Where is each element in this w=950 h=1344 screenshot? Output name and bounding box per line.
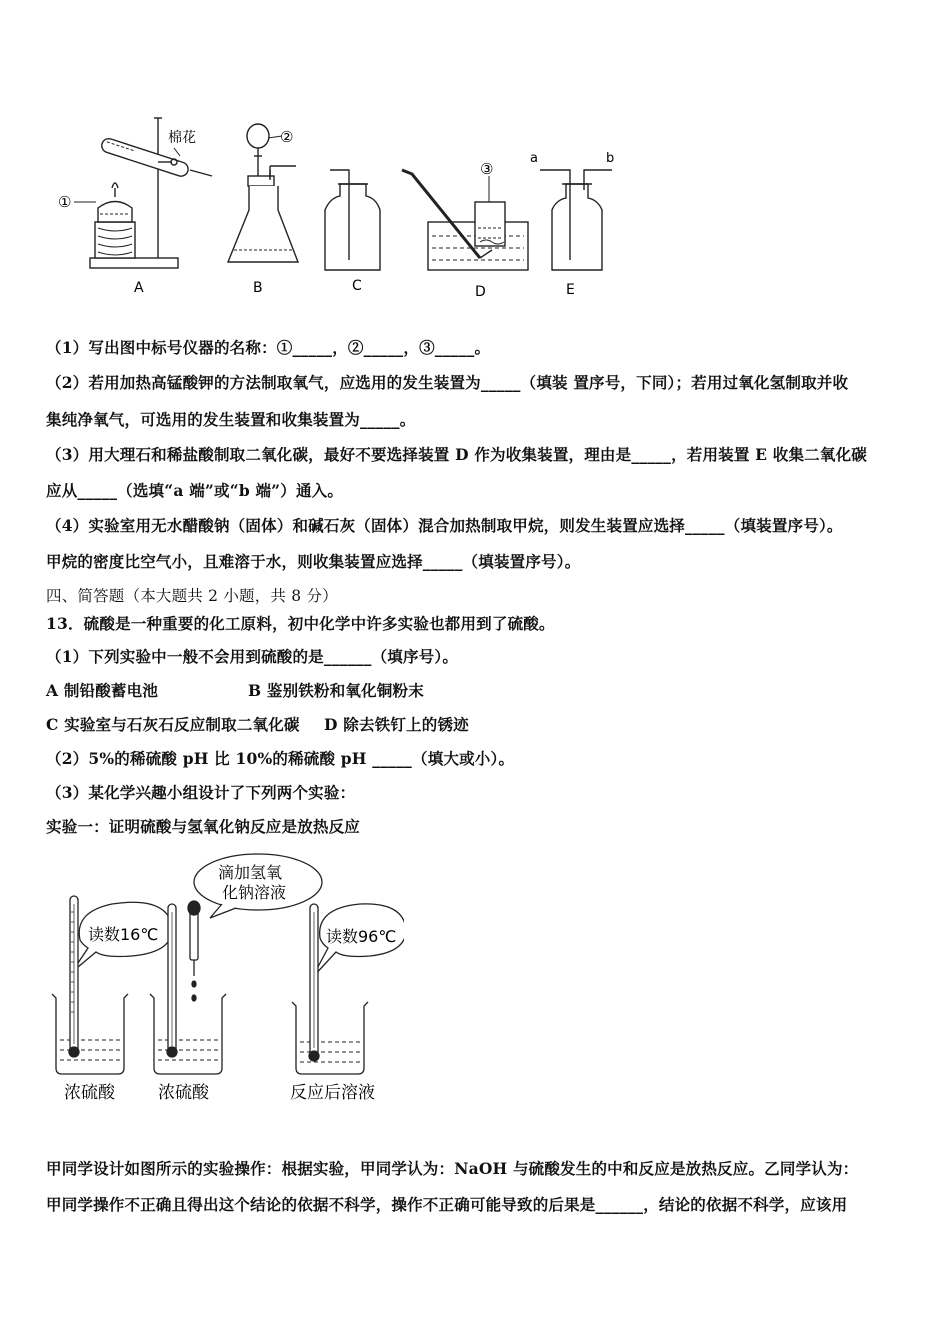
q12-part3-line2: 应从_____（选填“a 端”或“b 端”）通入。 — [46, 481, 344, 500]
q13-body-line2: 甲同学操作不正确且得出这个结论的依据不科学，操作不正确可能导致的后果是______，结论的依据不科学，应该用 — [46, 1195, 848, 1214]
label-cotton: 棉花 — [168, 130, 196, 146]
q13-part2: （2）5%的稀硫酸 pH 比 10%的稀硫酸 pH _____（填大或小）。 — [46, 749, 515, 768]
apparatus-figure — [40, 110, 640, 305]
q13-part3: （3）某化学兴趣小组设计了下列两个实验： — [46, 783, 356, 802]
label-D: D — [475, 284, 486, 300]
q13-experiment1: 实验一：证明硫酸与氢氧化钠反应是放热反应 — [46, 817, 361, 836]
q13-option-b: B 鉴别铁粉和氧化铜粉末 — [248, 681, 424, 700]
q13-option-c: C 实验室与石灰石反应制取二氧化碳 — [46, 715, 300, 734]
q12-part4-line2: 甲烷的密度比空气小，且难溶于水，则收集装置应选择_____（填装置序号）。 — [46, 552, 581, 571]
beaker-figure — [44, 852, 404, 1112]
label-b: b — [606, 151, 615, 166]
section-heading: 四、简答题（本大题共 2 小题，共 8 分） — [46, 587, 338, 605]
label-circle2: ② — [280, 128, 294, 146]
label-circle1: ① — [58, 193, 72, 211]
beaker2-label: 浓硫酸 — [158, 1083, 209, 1103]
label-B: B — [253, 280, 263, 296]
q13-option-d: D 除去铁钉上的锈迹 — [324, 715, 469, 734]
q12-part4-line1: （4）实验室用无水醋酸钠（固体）和碱石灰（固体）混合加热制取甲烷，则发生装置应选择_____（填装置序号）。 — [46, 516, 843, 535]
label-a: a — [530, 151, 538, 166]
bubble-add-naoh-line1: 滴加氢氧 — [218, 863, 283, 882]
bubble-reading-96: 读数96℃ — [326, 927, 397, 946]
apparatus-e — [540, 170, 612, 270]
bubble-reading-16: 读数16℃ — [88, 925, 159, 944]
label-E: E — [566, 282, 575, 298]
q12-part1: （1）写出图中标号仪器的名称：①_____，②_____，③_____。 — [46, 338, 491, 357]
q13-stem: 13．硫酸是一种重要的化工原料，初中化学中许多实验也都用到了硫酸。 — [46, 614, 555, 633]
label-A: A — [134, 280, 144, 296]
q12-part2-line1: （2）若用加热高锰酸钾的方法制取氧气，应选用的发生装置为_____（填装 置序号，下同）；若用过氧化氢制取并收 — [46, 373, 849, 392]
beaker1-label: 浓硫酸 — [64, 1083, 115, 1103]
label-C: C — [352, 278, 362, 294]
q13-option-a: A 制铅酸蓄电池 — [46, 681, 159, 700]
q13-part1: （1）下列实验中一般不会用到硫酸的是______（填序号）。 — [46, 647, 459, 666]
apparatus-c — [325, 170, 380, 270]
beaker3-label: 反应后溶液 — [290, 1083, 375, 1103]
label-circle3: ③ — [480, 160, 494, 178]
bubble-add-naoh-line2: 化钠溶液 — [222, 883, 287, 902]
apparatus-d — [402, 170, 528, 270]
q12-part2-line2: 集纯净氧气，可选用的发生装置和收集装置为_____。 — [46, 410, 416, 429]
q12-part3-line1: （3）用大理石和稀盐酸制取二氧化碳，最好不要选择装置 D 作为收集装置，理由是_____，若用装置 E 收集二氧化碳 — [46, 445, 867, 464]
q13-body-line1: 甲同学设计如图所示的实验操作：根据实验，甲同学认为：NaOH 与硫酸发生的中和反应是放热反应。乙同学认为： — [46, 1159, 859, 1178]
